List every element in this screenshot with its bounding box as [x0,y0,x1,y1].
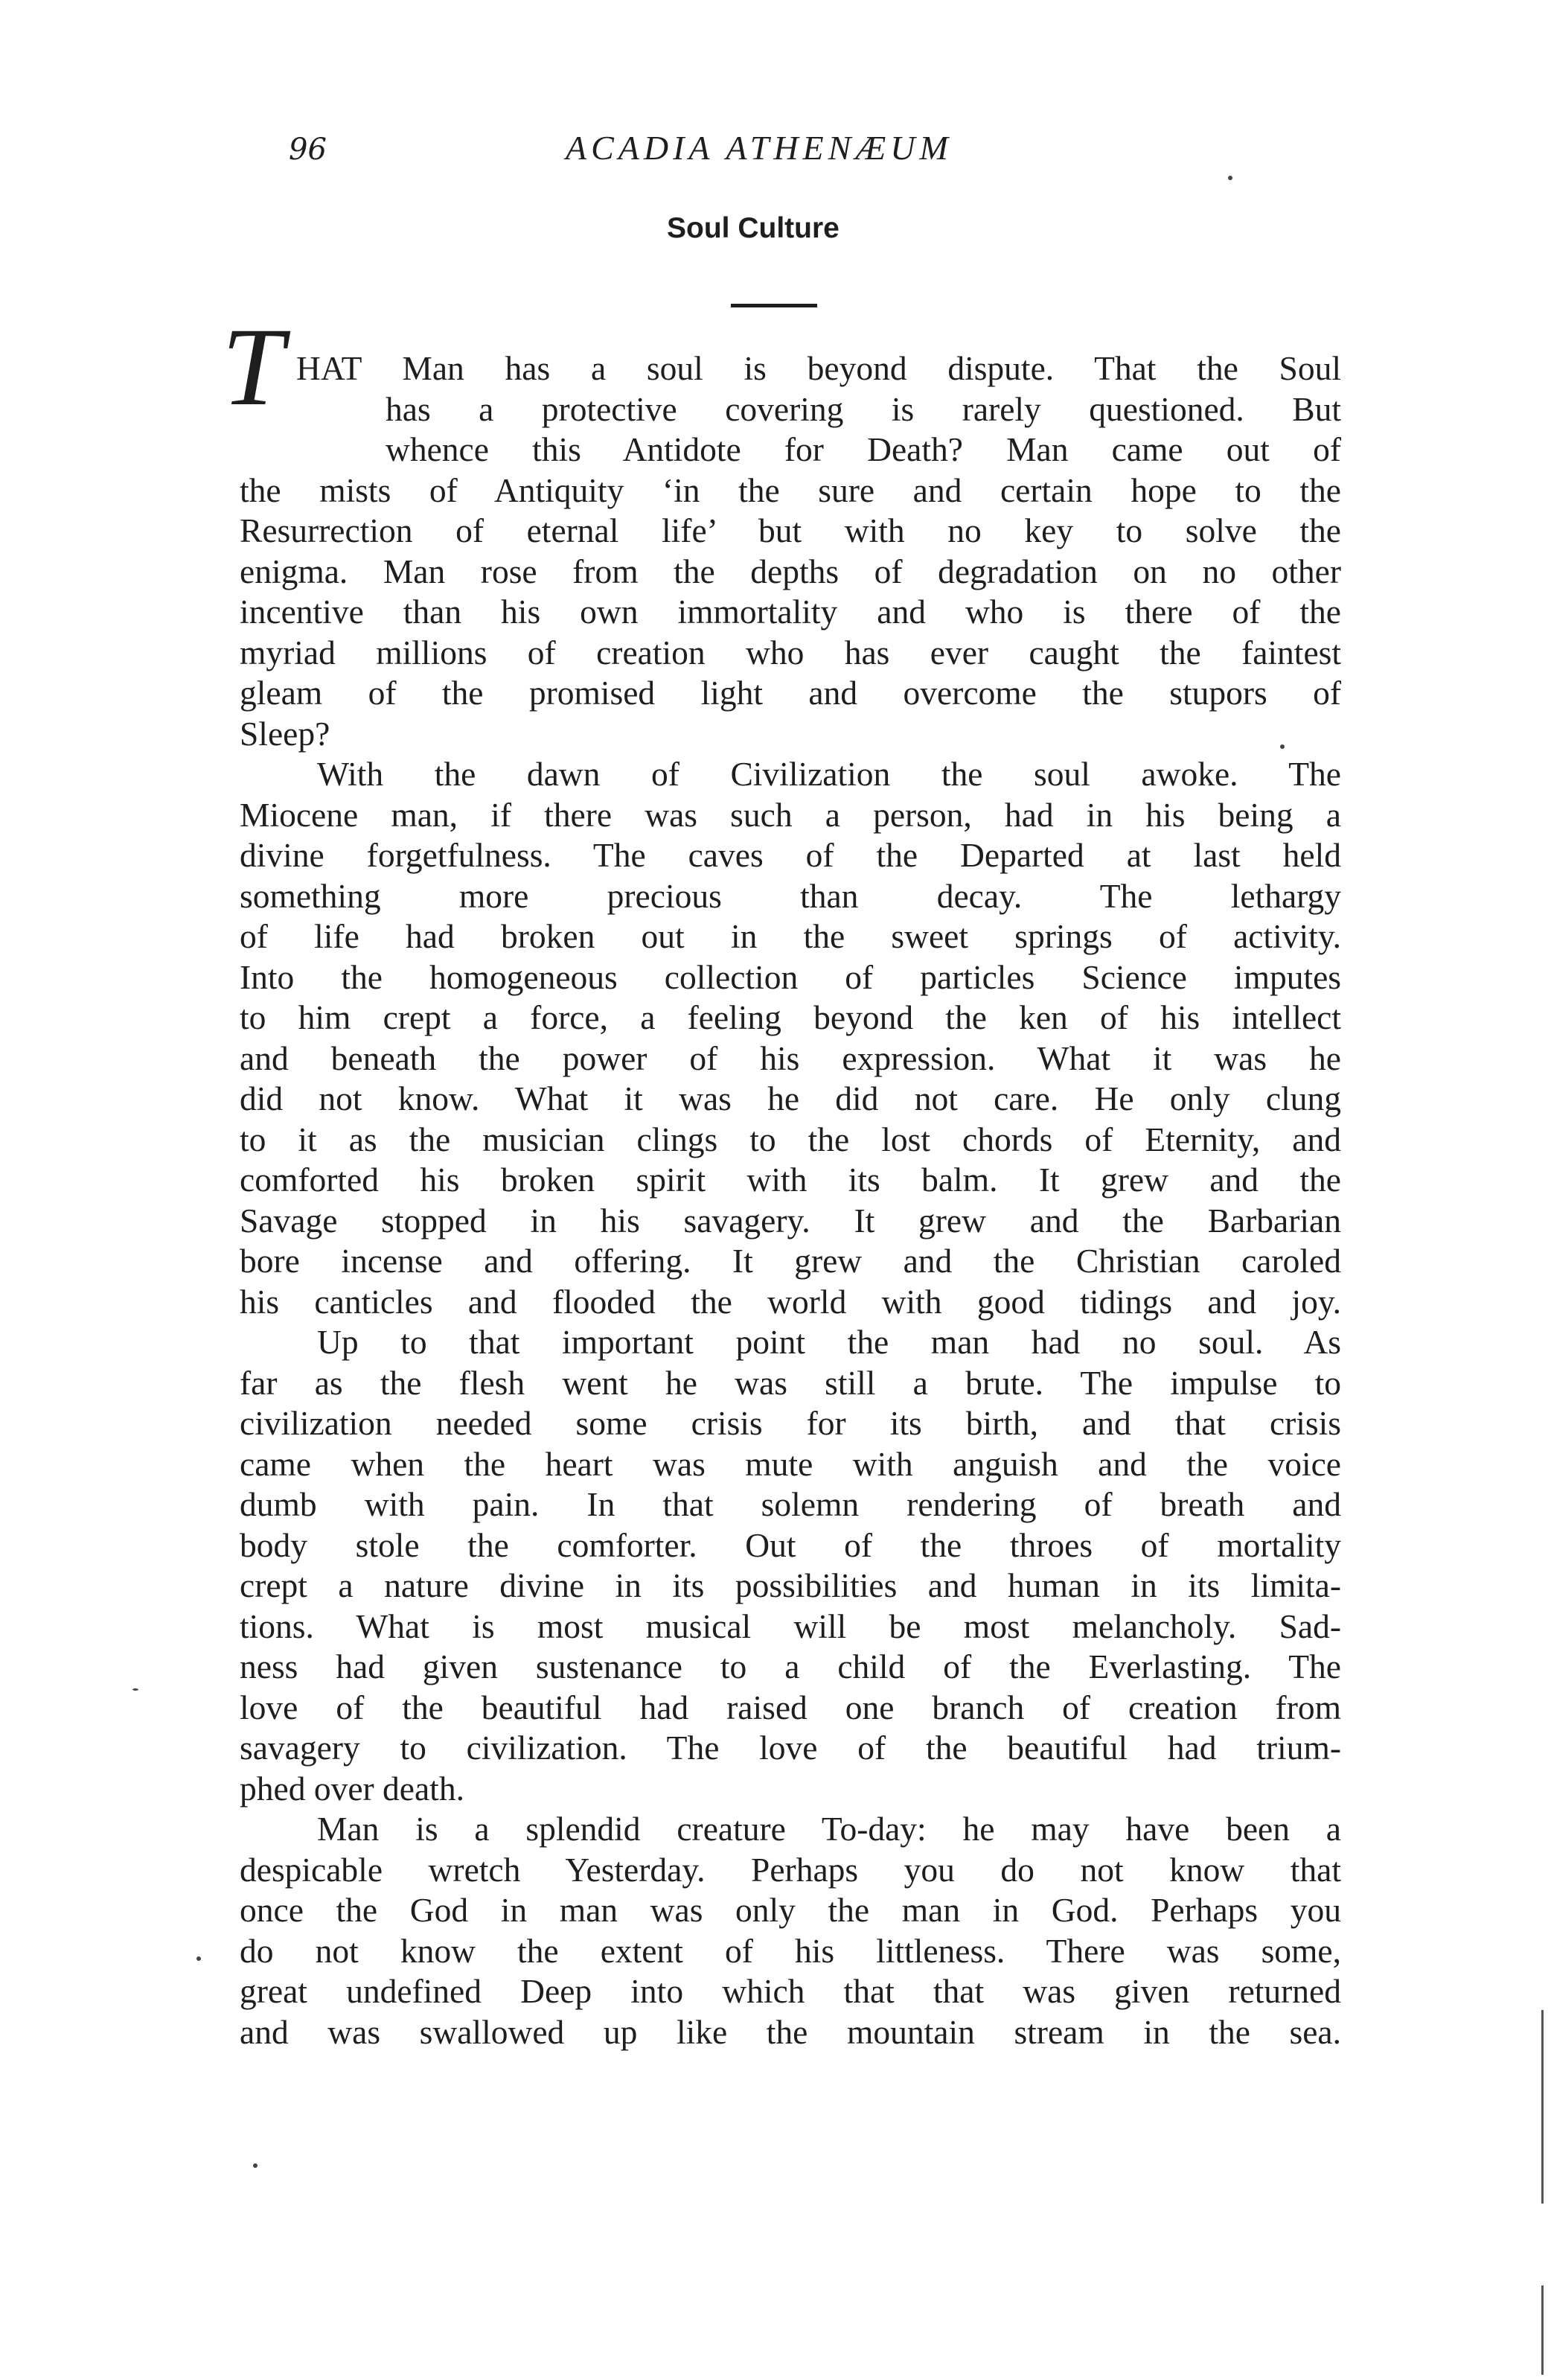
body-line: myriad millions of creation who has ever caught the faintest [240,633,1341,671]
body-line: Up to that important point the man had no soul. As [317,1323,1341,1361]
body-line: civilization needed some crisis for its birth, and that crisis [240,1404,1341,1442]
body-line: incentive than his own immortality and who is there of the [240,593,1341,631]
body-line: divine forgetfulness. The caves of the Departed at last held [240,836,1341,874]
body-line: Miocene man, if there was such a person, had in his being a [240,795,1341,834]
body-line: did not know. What it was he did not care. He only clung [240,1079,1341,1117]
body-line: and was swallowed up like the mountain stream in the sea. [240,2012,1341,2051]
body-line: far as the flesh went he was still a brute. The impulse to [240,1363,1341,1402]
body-line: comforted his broken spirit with its balm. It grew and the [240,1161,1341,1199]
ink-speck [132,1688,138,1691]
body-line: to him crept a force, a feeling beyond the ken of his intellect [240,998,1341,1036]
body-line: of life had broken out in the sweet springs of activity. [240,917,1341,955]
body-line: crept a nature divine in its possibilities and human in its limita- [240,1566,1341,1604]
body-line: has a protective covering is rarely questioned. But [386,389,1341,428]
body-line: love of the beautiful had raised one branch of creation from [240,1688,1341,1726]
scan-edge-mark [1541,2010,1544,2204]
body-line: tions. What is most musical will be most melancholy. Sad- [240,1607,1341,1645]
body-line: Sleep? [240,714,330,753]
body-line: great undefined Deep into which that that was given returned [240,1972,1341,2010]
running-head: ACADIA ATHENÆUM [566,129,953,167]
scan-edge-mark [1541,2285,1544,2375]
body-line: the mists of Antiquity ‘in the sure and certain hope to the [240,470,1341,509]
body-line: his canticles and flooded the world with good tidings and joy. [240,1282,1341,1321]
body-line: came when the heart was mute with anguish and the voice [240,1444,1341,1483]
drop-cap: T [222,305,284,429]
body-line: whence this Antidote for Death? Man came out of [386,430,1341,468]
title-rule [731,304,817,307]
body-line: savagery to civilization. The love of the beautiful had trium- [240,1729,1341,1767]
article-body [240,348,1341,2052]
body-line: dumb with pain. In that solemn rendering of breath and [240,1485,1341,1523]
body-line: body stole the comforter. Out of the throes of mortality [240,1525,1341,1564]
body-line: ness had given sustenance to a child of the Everlasting. The [240,1647,1341,1685]
body-line: enigma. Man rose from the depths of degradation on no other [240,552,1341,590]
body-line: despicable wretch Yesterday. Perhaps you do not know that [240,1850,1341,1889]
body-line: Man is a splendid creature To-day: he may have been a [317,1810,1341,1848]
body-line: to it as the musician clings to the lost chords of Eternity, and [240,1120,1341,1158]
page-number: 96 [289,133,327,167]
ink-speck [196,1956,201,1961]
body-line: something more precious than decay. The lethargy [240,876,1341,915]
body-line: Savage stopped in his savagery. It grew and the Barbarian [240,1201,1341,1240]
body-line: gleam of the promised light and overcome the stupors of [240,674,1341,712]
article-title: Soul Culture [667,212,840,244]
body-line: and beneath the power of his expression. What it was he [240,1039,1341,1077]
body-line: once the God in man was only the man in God. Perhaps you [240,1891,1341,1929]
ink-speck [253,2163,258,2168]
body-line: Resurrection of eternal life’ but with no key to solve the [240,511,1341,549]
body-line: HAT Man has a soul is beyond dispute. That the Soul [296,349,1341,387]
ink-speck [1228,176,1232,180]
body-line: With the dawn of Civilization the soul awoke. The [317,755,1341,793]
body-line: do not know the extent of his littleness. There was some, [240,1931,1341,1970]
body-line: phed over death. [240,1769,464,1808]
ink-speck [1280,744,1285,749]
body-line: Into the homogeneous collection of particles Science imputes [240,957,1341,996]
body-line: bore incense and offering. It grew and the Christian caroled [240,1242,1341,1280]
